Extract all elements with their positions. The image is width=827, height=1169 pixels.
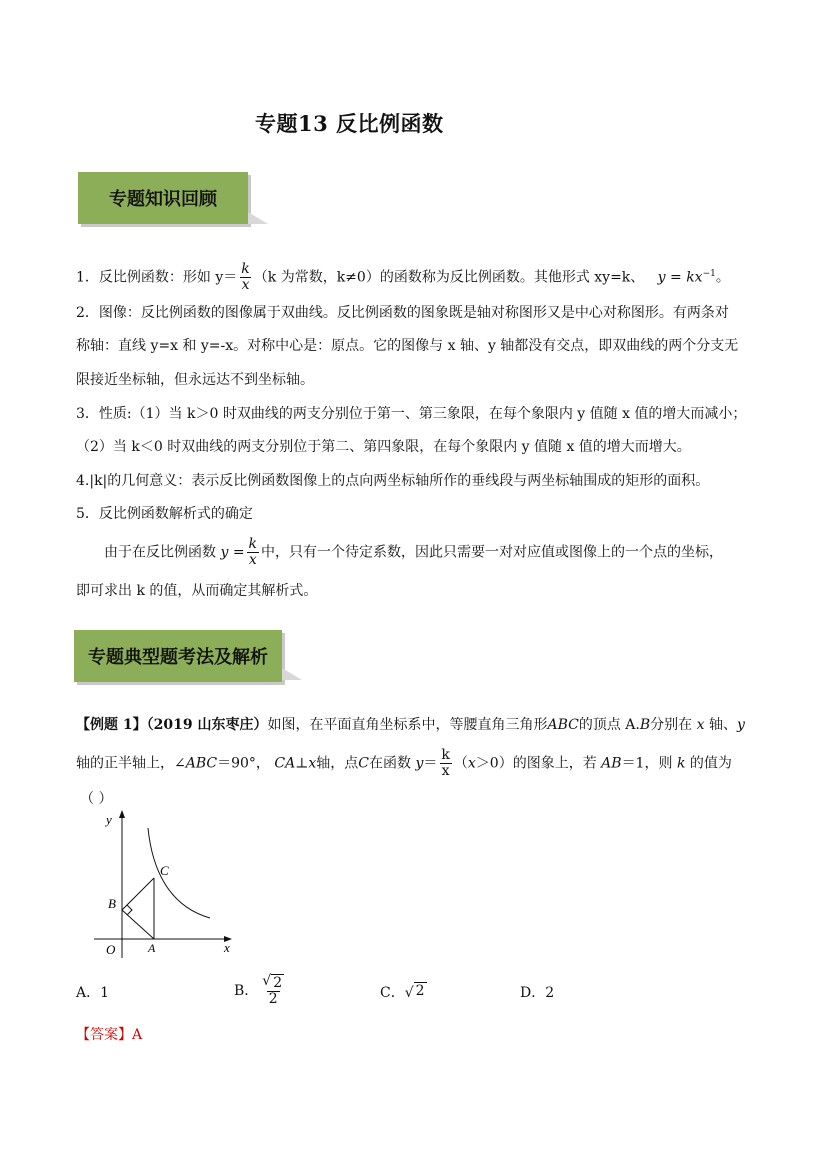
label-a: A [148,941,156,955]
text: 如图，在平面直角坐标系中，等腰直角三角形 [267,717,548,733]
option-prefix: C． [380,985,405,1001]
numerator: k [248,536,258,552]
hyperbola-curve [148,828,210,918]
denominator: x [241,277,250,293]
y-axis-arrow [119,810,125,818]
page-title: 专题13 反比例函数 [255,111,444,136]
section-header-typical [74,630,282,682]
label-y: y [106,812,112,827]
math: C [358,755,370,772]
section-header-fold [248,212,268,224]
answer-text: 【答案】A [76,1027,143,1043]
math: ABC [547,717,579,733]
section-header-review [78,172,248,224]
coordinate-figure [88,808,248,968]
text: 轴、 [708,717,737,733]
review-paragraph-5-body [104,537,723,568]
text: ＝1，则 [621,755,673,772]
fraction-k-over-x [239,262,251,293]
text: 的值为 [689,755,732,772]
radicand: 2 [415,983,425,999]
radical-sign: √ [404,985,414,1001]
text: 轴，点 [316,755,359,772]
math: CA [274,755,296,772]
review-paragraph-3-line-1: 3．性质:（1）当 k＞0 时双曲线的两支分别位于第一、第三象限，在每个象限内 y 值随 x 值的增大而减小； [76,406,747,422]
review-paragraph-1 [76,262,730,293]
right-angle-mark [127,905,132,915]
numerator: k [441,747,450,763]
exponent: −1 [702,268,716,279]
text: 轴的正半轴上，∠ [76,755,186,772]
review-paragraph-3-line-2: （2）当 k＜0 时双曲线的两支分别位于第二、第四象限，在每个象限内 y 值随 x 值的增大而增大。 [76,439,691,455]
section-header-label: 专题典型题考法及解析 [88,647,268,668]
sqrt-2 [405,982,427,1004]
text: ＝ [423,755,438,772]
option-b[interactable] [234,974,288,1007]
text: ⊥ [295,755,309,772]
math: y [415,755,424,772]
math: k [676,755,686,772]
text: （k 为常数，k≠0）的函数称为反比例函数。其他形式 xy=k、 [253,269,645,286]
example-line-2 [76,748,732,779]
segment-ab [122,910,154,939]
text: ＞0）的图象上，若 [475,755,597,772]
label-b: B [108,896,116,911]
option-d[interactable]: D．2 [520,985,555,1001]
example-line-1 [76,714,745,736]
review-paragraph-2-line-1: 2．图像：反比例函数的图像属于双曲线。反比例函数的图象既是轴对称图形又是中心对称图形。有两条对 [76,305,729,321]
review-paragraph-4: 4.|k|的几何意义：表示反比例函数图像上的点向两坐标轴所作的垂线段与两坐标轴围成的矩形的面积。 [76,473,710,489]
math: AB [601,755,622,772]
radical-sign: √ [262,973,272,989]
text: 的顶点 A. [578,717,640,733]
label-c: C [160,863,169,878]
review-paragraph-2-line-2: 称轴：直线 y=x 和 y=-x。对称中心是：原点。它的图像与 x 轴、y 轴都没有交点，即双曲线的两个分支无 [76,338,739,354]
text: 。 [715,269,730,286]
math: B [639,717,651,733]
text: 中，只有一个待定系数，因此只需要一对对应值或图像上的一个点的坐标， [261,544,724,561]
numerator [260,974,286,991]
option-c[interactable] [380,982,427,1004]
text: 分别在 [650,717,693,733]
fraction-k-over-x [247,537,259,568]
review-paragraph-5-line-2: 即可求出 k 的值，从而确定其解析式。 [76,583,318,599]
option-a[interactable]: A．1 [76,985,110,1001]
text: （ [453,755,468,772]
review-paragraph-2-line-3: 限接近坐标轴，但永远达不到坐标轴。 [76,372,314,388]
formula: y = kx [657,269,703,286]
math: x [696,717,705,733]
radicand: 2 [273,975,283,991]
math: y [736,717,745,733]
denominator: x [441,763,450,779]
text: ＝90°， [217,755,270,772]
section-header-fold [282,668,302,680]
example-tag: 【例题 1】 [76,717,147,733]
text: 1．反比例函数：形如 y＝ [76,269,238,286]
example-source: （2019 山东枣庄） [146,717,268,733]
review-paragraph-5: 5．反比例函数解析式的确定 [76,506,253,522]
formula: y = [220,544,245,561]
math: x [308,755,317,772]
text: 在函数 [369,755,412,772]
math: x [467,755,476,772]
option-prefix: B． [234,982,259,999]
label-o: O [106,942,116,957]
answer-placeholder: （ ） [80,791,113,807]
fraction-k-over-x [439,748,451,779]
section-header-label: 专题知识回顾 [109,189,217,210]
math: ABC [185,755,218,772]
fraction-sqrt2-over-2 [260,974,286,1007]
numerator: k [241,261,250,277]
denominator: 2 [268,991,278,1007]
denominator: x [248,552,257,568]
label-x: x [224,940,230,955]
text: 由于在反比例函数 [104,544,216,561]
